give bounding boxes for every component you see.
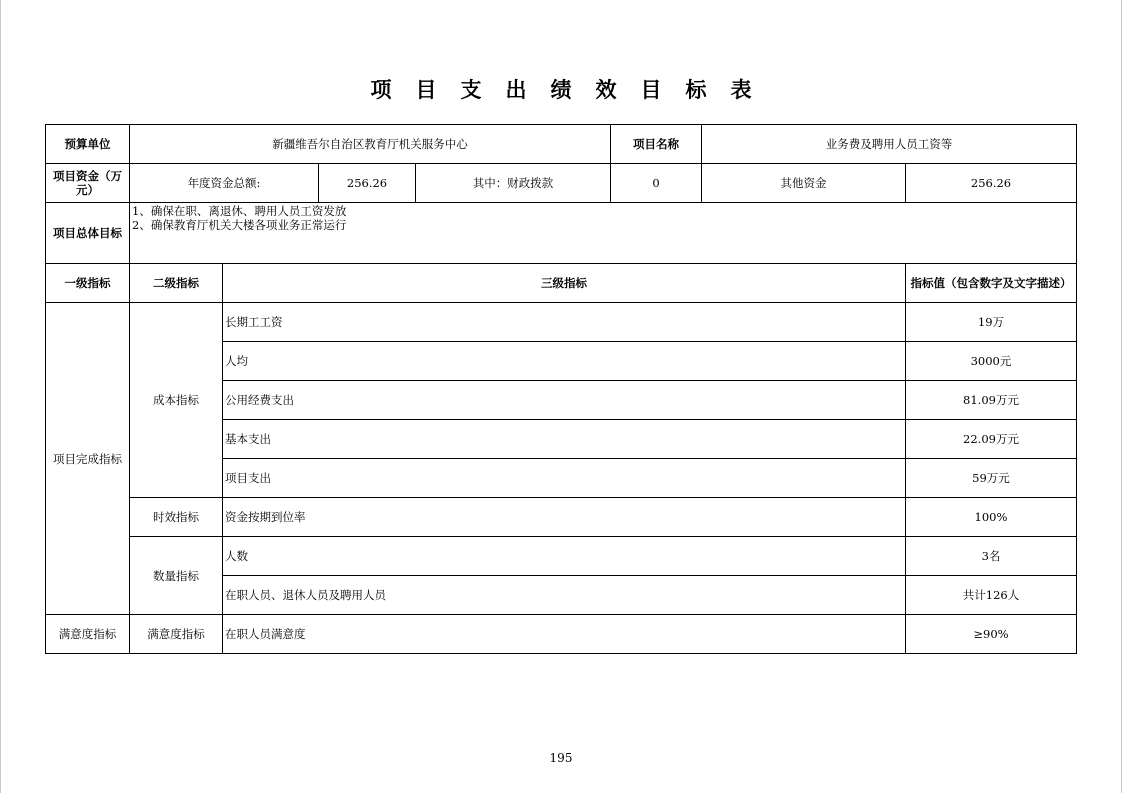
indicator-value: 3000元 bbox=[906, 342, 1077, 381]
project-name-value: 业务费及聘用人员工资等 bbox=[702, 125, 1077, 164]
level1-indicator: 项目完成指标 bbox=[46, 303, 130, 615]
level3-indicator: 基本支出 bbox=[223, 420, 906, 459]
column-header-row bbox=[46, 264, 1077, 303]
other-funds-value: 256.26 bbox=[906, 164, 1077, 203]
level3-header: 三级指标 bbox=[223, 264, 906, 303]
level3-indicator: 公用经费支出 bbox=[223, 381, 906, 420]
goal-line: 2、确保教育厅机关大楼各项业务正常运行 bbox=[132, 218, 347, 232]
level3-indicator: 人均 bbox=[223, 342, 906, 381]
level2-indicator: 成本指标 bbox=[130, 303, 223, 498]
annual-total-label: 年度资金总额: bbox=[130, 164, 319, 203]
fiscal-allocation-label: 其中：财政拨款 bbox=[416, 164, 611, 203]
level2-indicator: 数量指标 bbox=[130, 537, 223, 615]
indicator-value: 59万元 bbox=[906, 459, 1077, 498]
budget-unit-label: 预算单位 bbox=[46, 125, 130, 164]
page-title: 项目支出绩效目标表 bbox=[370, 77, 776, 102]
level3-indicator: 长期工工资 bbox=[223, 303, 906, 342]
page-number: 195 bbox=[549, 751, 573, 765]
fiscal-allocation-value: 0 bbox=[611, 164, 702, 203]
annual-total-value: 256.26 bbox=[319, 164, 416, 203]
indicator-value: 3名 bbox=[906, 537, 1077, 576]
indicator-value: 100% bbox=[906, 498, 1077, 537]
level3-indicator: 在职人员满意度 bbox=[223, 615, 906, 654]
indicator-row bbox=[46, 537, 1077, 576]
budget-unit-row bbox=[46, 125, 1077, 164]
other-funds-label: 其他资金 bbox=[702, 164, 906, 203]
goal-line: 1、确保在职、离退休、聘用人员工资发放 bbox=[132, 204, 347, 218]
indicator-value-header: 指标值（包含数字及文字描述） bbox=[906, 264, 1077, 303]
overall-goal-text bbox=[130, 203, 1077, 264]
performance-target-table bbox=[45, 124, 1077, 654]
budget-unit-value: 新疆维吾尔自治区教育厅机关服务中心 bbox=[130, 125, 611, 164]
level3-indicator: 资金按期到位率 bbox=[223, 498, 906, 537]
level1-indicator: 满意度指标 bbox=[46, 615, 130, 654]
indicator-row bbox=[46, 303, 1077, 342]
overall-goal-row bbox=[46, 203, 1077, 264]
indicator-row bbox=[46, 498, 1077, 537]
indicator-value: 共计126人 bbox=[906, 576, 1077, 615]
level3-indicator: 在职人员、退休人员及聘用人员 bbox=[223, 576, 906, 615]
indicator-value: 19万 bbox=[906, 303, 1077, 342]
level2-header: 二级指标 bbox=[130, 264, 223, 303]
overall-goal-label: 项目总体目标 bbox=[46, 203, 130, 264]
indicator-value: 22.09万元 bbox=[906, 420, 1077, 459]
project-name-label: 项目名称 bbox=[611, 125, 702, 164]
project-fund-row bbox=[46, 164, 1077, 203]
page-left-edge bbox=[0, 0, 1, 793]
level1-header: 一级指标 bbox=[46, 264, 130, 303]
level2-indicator: 满意度指标 bbox=[130, 615, 223, 654]
level2-indicator: 时效指标 bbox=[130, 498, 223, 537]
project-fund-label: 项目资金（万元） bbox=[46, 164, 130, 203]
indicator-value: 81.09万元 bbox=[906, 381, 1077, 420]
level3-indicator: 人数 bbox=[223, 537, 906, 576]
level3-indicator: 项目支出 bbox=[223, 459, 906, 498]
indicator-value: ≥90% bbox=[906, 615, 1077, 654]
indicator-row bbox=[46, 615, 1077, 654]
